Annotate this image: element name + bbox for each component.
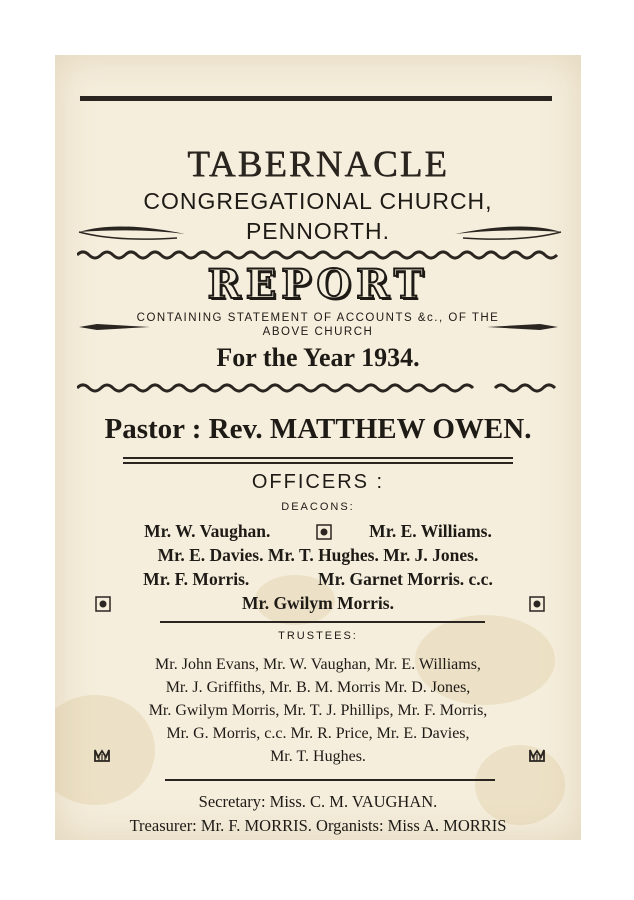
wavy-rule-upper: [77, 250, 559, 260]
trustees-row: Mr. J. Griffiths, Mr. B. M. Morris Mr. D. Jones,: [165, 679, 471, 696]
treasurer-line: Treasurer: Mr. F. MORRIS. Organists: Miss A. MORRIS: [129, 816, 507, 835]
left-swoosh-ornament-icon: [77, 220, 187, 242]
church-type-title: CONGREGATIONAL CHURCH,: [143, 188, 493, 214]
deacons-divider: [160, 621, 485, 623]
floral-ornament-icon: [529, 596, 545, 612]
top-rule: [80, 96, 552, 101]
trustees-label: TRUSTEES:: [278, 630, 358, 642]
right-swoosh-ornament-icon: [453, 220, 563, 242]
deacon-e-williams: Mr. E. Williams.: [369, 521, 492, 541]
report-year: For the Year 1934.: [216, 343, 420, 372]
deacons-row-2: Mr. E. Davies. Mr. T. Hughes. Mr. J. Jones.: [157, 545, 479, 565]
wavy-rule-lower: [77, 383, 559, 393]
floral-ornament-icon: [316, 524, 332, 540]
tulip-ornament-icon: [528, 747, 546, 765]
deacon-garnet-morris: Mr. Garnet Morris. c.c.: [318, 569, 493, 589]
left-dash-ornament-icon: [77, 323, 152, 331]
double-rule: [123, 457, 513, 464]
secretary-line: Secretary: Miss. C. M. VAUGHAN.: [198, 792, 438, 811]
floral-ornament-icon: [95, 596, 111, 612]
subtitle-line-1: CONTAINING STATEMENT OF ACCOUNTS &c., OF THE: [136, 312, 500, 324]
deacons-row-4: Mr. Gwilym Morris.: [242, 593, 394, 613]
deacons-row-3: [55, 569, 581, 590]
right-dash-ornament-icon: [485, 323, 560, 331]
report-heading: REPORT: [207, 261, 429, 308]
church-location-title: PENNORTH.: [245, 218, 391, 244]
pastor-line: Pastor : Rev. MATTHEW OWEN.: [104, 413, 532, 445]
church-name-title: TABERNACLE: [187, 144, 449, 185]
trustees-row: Mr. T. Hughes.: [270, 748, 366, 765]
trustees-row: Mr. John Evans, Mr. W. Vaughan, Mr. E. Williams,: [155, 656, 481, 673]
trustees-row: Mr. Gwilym Morris, Mr. T. J. Phillips, Mr. F. Morris,: [148, 702, 488, 719]
trustees-divider: [165, 779, 495, 781]
tulip-ornament-icon: [93, 747, 111, 765]
subtitle-line-2: ABOVE CHURCH: [262, 326, 374, 338]
report-page: [55, 55, 581, 840]
deacon-w-vaughan: Mr. W. Vaughan.: [144, 521, 271, 541]
officers-heading: OFFICERS :: [251, 471, 385, 493]
trustees-row: Mr. G. Morris, c.c. Mr. R. Price, Mr. E. Davies,: [166, 725, 470, 742]
deacon-f-morris: Mr. F. Morris.: [143, 569, 250, 589]
deacons-label: DEACONS:: [281, 501, 355, 513]
